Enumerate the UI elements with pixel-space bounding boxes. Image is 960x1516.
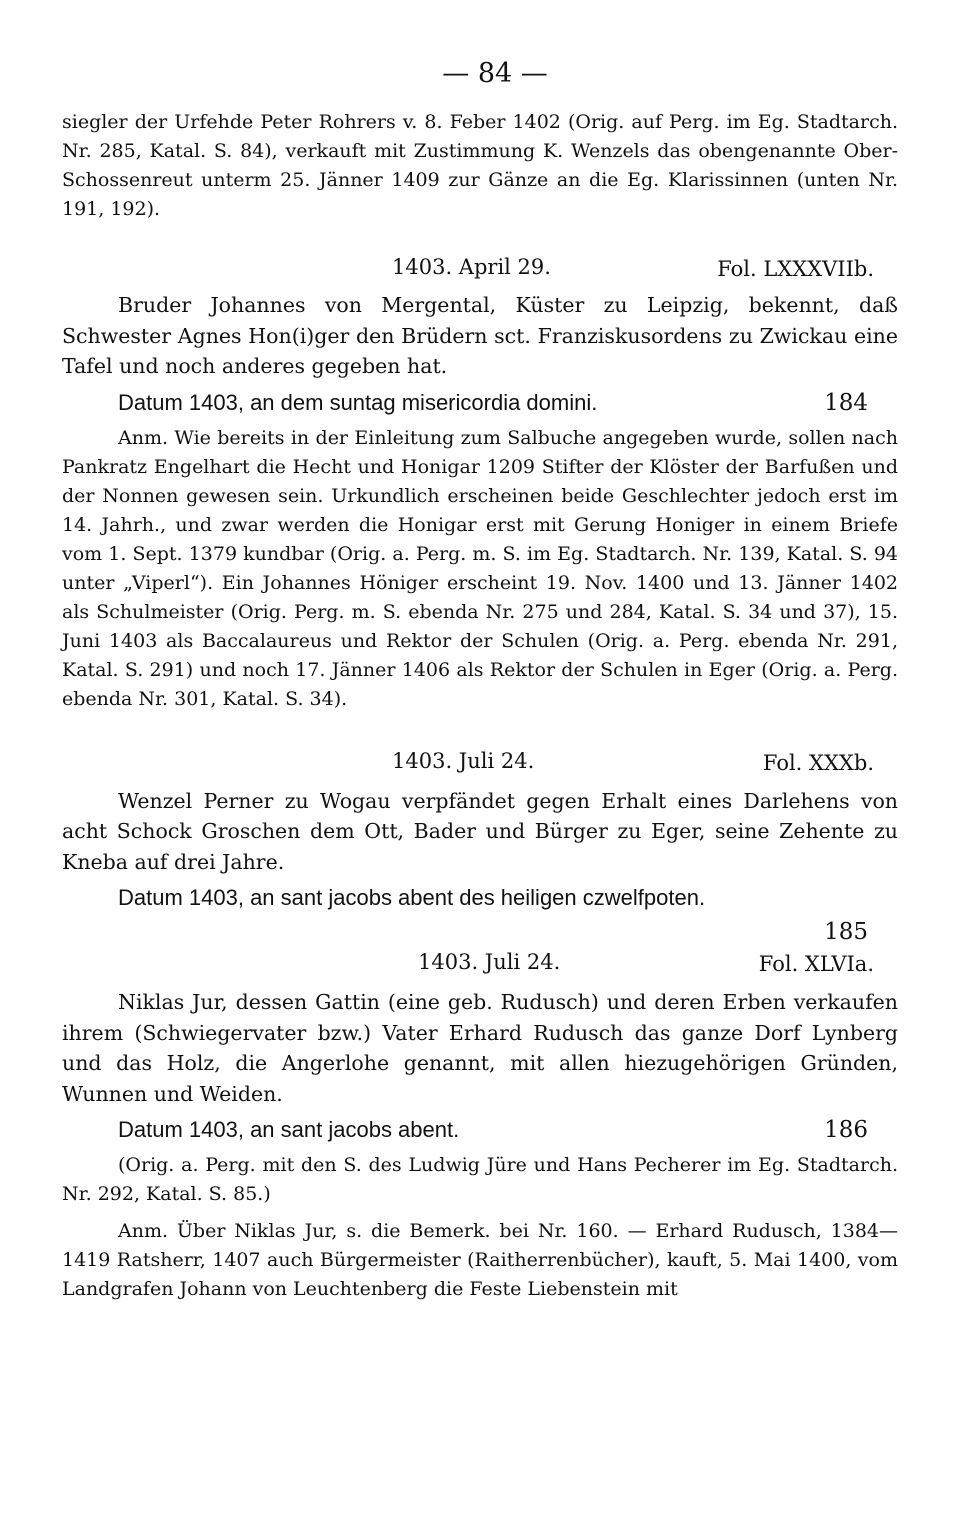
entry-body: Wenzel Perner zu Wogau verpfändet gegen Erhalt eines Darlehens von acht Schock Groschen dem Ott, Bader und Bürger zu Eger, seine Zehente zu Kneba auf drei Jahre.: [62, 788, 898, 874]
entry-note: Anm. Wie bereits in der Einleitung zum Salbuche angegeben wurde, sollen nach Pankratz Engelhart die Hecht und Honigar 1209 Stifter der Klöster der Barfußen und der Nonnen gewesen sein. Urkundlich erscheinen beide Geschlechter jedoch erst im 14. Jahrh., und zwar werden die Honigar erst mit Gerung Honiger in einem Briefe vom 1. Sept. 1379 kundbar (Orig. a. Perg. m. S. im Eg. Stadtarch. Nr. 139, Katal. S. 94 unter „Viperl“). Ein Johannes Höniger erscheint 19. Nov. 1400 und 13. Jänner 1402 als Schulmeister (Orig. Perg. m. S. ebenda Nr. 275 und 284, Katal. S. 34 und 37), 15. Juni 1403 als Baccalaureus und Rektor der Schulen (Orig. a. Perg. ebenda Nr. 291, Katal. S. 291) und noch 17. Jänner 1406 als Rektor der Schulen in Eger (Orig. a. Perg. ebenda Nr. 301, Katal. S. 34).: [62, 426, 898, 710]
entry-186: [62, 943, 898, 1304]
entry-datum: Datum 1403, an sant jacobs abent.: [118, 1117, 460, 1142]
entry-date: 1403. Juli 24.: [418, 950, 561, 974]
entry-header: [62, 943, 898, 981]
entry-184: [62, 248, 898, 714]
entry-header: [62, 742, 898, 780]
entry-body: Bruder Johannes von Mergental, Küster zu Leipzig, bekennt, daß Schwester Agnes Hon(i)ger den Brüdern sct. Franziskusordens zu Zwickau eine Tafel und noch anderes gegeben hat.: [62, 293, 898, 378]
document-page: [62, 54, 898, 1304]
entry-folio: Fol. XLVIa.: [758, 952, 874, 976]
page-number: — 84 —: [442, 58, 548, 89]
entry-number: 185: [824, 919, 868, 945]
entry-datum: Datum 1403, an sant jacobs abent des heiligen czwelfpoten.: [118, 885, 706, 910]
entry-body: Niklas Jur, dessen Gattin (eine geb. Rudusch) und deren Erben verkaufen ihrem (Schwiegervater bzw.) Vater Erhard Rudusch das ganze Dorf Lynberg und das Holz, die Angerlohe genannt, mit allen hiezugehörigen Gründen, Wunnen und Weiden.: [62, 990, 898, 1106]
entry-folio: Fol. XXXb.: [762, 750, 874, 775]
entry-number: 184: [824, 389, 868, 416]
entry-folio: Fol. LXXXVIIb.: [717, 257, 874, 281]
entry-note: Anm. Über Niklas Jur, s. die Bemerk. bei Nr. 160. — Erhard Rudusch, 1384—1419 Ratsherr, 1407 auch Bürgermeister (Raitherrenbücher), kauft, 5. Mai 1400, vom Landgrafen Johann von Leuchtenberg die Feste Liebenstein mit: [62, 1220, 898, 1300]
entry-185: [62, 742, 898, 945]
entry-date: 1403. April 29.: [392, 255, 551, 279]
entry-header: [62, 248, 898, 286]
entry-number: 186: [824, 1117, 868, 1143]
entry-date: 1403. Juli 24.: [392, 748, 535, 773]
entry-datum: Datum 1403, an dem suntag misericordia domini.: [118, 389, 598, 415]
entry-source: (Orig. a. Perg. mit den S. des Ludwig Jüre und Hans Pecherer im Eg. Stadtarch. Nr. 292, Katal. S. 85.): [62, 1154, 898, 1205]
intro-paragraph: siegler der Urfehde Peter Rohrers v. 8. Feber 1402 (Orig. auf Perg. im Eg. Stadtarch. Nr. 285, Katal. S. 84), verkauft mit Zustimmung K. Wenzels das obengenannte Ober-Schossenreut unterm 25. Jänner 1409 zur Gänze an die Eg. Klarissinnen (unten Nr. 191, 192).: [62, 111, 898, 220]
